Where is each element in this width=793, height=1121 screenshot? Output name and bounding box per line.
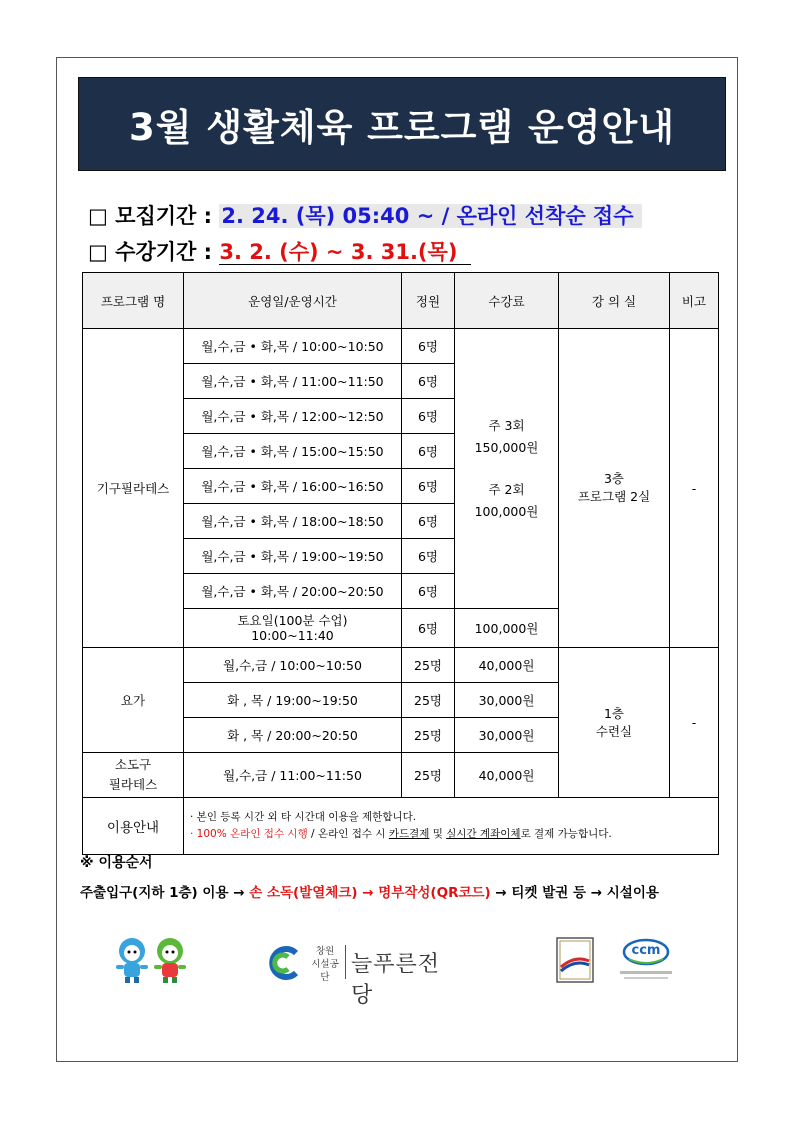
- capacity-cell: 6명: [402, 574, 455, 609]
- header-room: 강 의 실: [559, 273, 670, 329]
- header-capacity: 정원: [402, 273, 455, 329]
- capacity-cell: 25명: [402, 683, 455, 718]
- course-label: □ 수강기간 :: [88, 240, 220, 264]
- capacity-cell: 25명: [402, 718, 455, 753]
- order-steps: [80, 881, 659, 901]
- usage-text-c: 로 결제 가능합니다.: [520, 828, 612, 840]
- org-small-1: 창원: [315, 946, 335, 957]
- time-cell: 월,수,금 / 11:00~11:50: [184, 753, 402, 798]
- time-cell: 월,수,금 • 화,목 / 18:00~18:50: [184, 504, 402, 539]
- program-name-line1: 소도구: [114, 757, 152, 772]
- fee-cell: [455, 329, 559, 609]
- saturday-time: 10:00~11:40: [251, 628, 334, 643]
- time-cell: 월,수,금 • 화,목 / 19:00~19:50: [184, 539, 402, 574]
- fee-b-label: 주 2회: [488, 481, 525, 497]
- usage-line1: · 본인 등록 시간 외 타 시간대 이용을 제한합니다.: [190, 811, 417, 823]
- recruit-period: [88, 200, 642, 230]
- capacity-cell: 25명: [402, 648, 455, 683]
- schedule-table: [82, 272, 719, 855]
- capacity-cell: 6명: [402, 504, 455, 539]
- capacity-cell: 6명: [402, 399, 455, 434]
- time-cell: 월,수,금 • 화,목 / 20:00~20:50: [184, 574, 402, 609]
- note-cell: -: [670, 648, 719, 798]
- org-logo: [266, 941, 446, 1008]
- time-cell: 월,수,금 • 화,목 / 10:00~10:50: [184, 329, 402, 364]
- header-fee: 수강료: [455, 273, 559, 329]
- time-cell: 화 , 목 / 19:00~19:50: [184, 683, 402, 718]
- usage-line2: [190, 826, 718, 843]
- time-cell: 월,수,금 • 화,목 / 15:00~15:50: [184, 434, 402, 469]
- fee-cell: 40,000원: [455, 753, 559, 798]
- fee-cell: 30,000원: [455, 683, 559, 718]
- order-step-checks: 손 소독(발열체크) → 명부작성(QR코드): [249, 885, 491, 901]
- program-name: [83, 753, 184, 798]
- fee-cell: 40,000원: [455, 648, 559, 683]
- usage-text-b: 및: [429, 828, 447, 840]
- mascot-logo: [110, 935, 194, 985]
- time-cell: 월,수,금 / 10:00~10:50: [184, 648, 402, 683]
- time-cell: 화 , 목 / 20:00~20:50: [184, 718, 402, 753]
- capacity-cell: 6명: [402, 329, 455, 364]
- header-note: 비고: [670, 273, 719, 329]
- usage-notice: [184, 798, 719, 855]
- table-header-row: [83, 273, 719, 329]
- program-name: 기구필라테스: [83, 329, 184, 648]
- usage-card: 카드결제: [388, 828, 430, 840]
- org-name: 늘푸른전당: [351, 952, 441, 1008]
- fee-cell: 100,000원: [455, 609, 559, 648]
- usage-label: 이용안내: [83, 798, 184, 855]
- saturday-label: 토요일(100분 수업): [237, 613, 348, 628]
- certificate-icon: [556, 937, 594, 983]
- page-title: 3월 생활체육 프로그램 운영안내: [79, 78, 725, 170]
- order-step-rest: → 티켓 발권 등 → 시설이용: [490, 885, 659, 901]
- room-cell: [559, 329, 670, 648]
- order-step-entrance: 주출입구(지하 1층) 이용 →: [80, 885, 250, 901]
- usage-text-a: / 온라인 접수 시: [307, 828, 389, 840]
- fee-b-price: 100,000원: [474, 503, 539, 519]
- usage-online-only: · 100% 온라인 접수 시행: [190, 828, 308, 840]
- table-row: [83, 798, 719, 855]
- capacity-cell: 6명: [402, 364, 455, 399]
- ccm-logo: [616, 937, 676, 983]
- time-cell: 월,수,금 • 화,목 / 16:00~16:50: [184, 469, 402, 504]
- room-floor: 3층: [603, 471, 625, 486]
- room-name: 프로그램 2실: [577, 489, 651, 504]
- time-cell: 월,수,금 • 화,목 / 12:00~12:50: [184, 399, 402, 434]
- program-name: 요가: [83, 648, 184, 753]
- fee-cell: 30,000원: [455, 718, 559, 753]
- capacity-cell: 25명: [402, 753, 455, 798]
- recruit-value: 2. 24. (목) 05:40 ~ / 온라인 선착순 접수: [219, 204, 641, 228]
- fee-a-price: 150,000원: [474, 439, 539, 455]
- table-row: [83, 329, 719, 364]
- order-title: ※ 이용순서: [80, 855, 153, 871]
- saturday-time-cell: [184, 609, 402, 648]
- ccm-text: ccm: [631, 943, 661, 958]
- org-small-2: 시설공단: [311, 959, 339, 983]
- capacity-cell: 6명: [402, 609, 455, 648]
- usage-bank: 실시간 계좌이체: [446, 828, 521, 840]
- course-value: 3. 2. (수) ~ 3. 31.(목): [219, 240, 471, 265]
- org-emblem-icon: [266, 945, 302, 981]
- header-time: 운영일/운영시간: [184, 273, 402, 329]
- course-period: [88, 236, 471, 266]
- capacity-cell: 6명: [402, 434, 455, 469]
- room-name: 수련실: [595, 723, 633, 739]
- room-floor: 1층: [603, 705, 625, 721]
- note-cell: -: [670, 329, 719, 648]
- time-cell: 월,수,금 • 화,목 / 11:00~11:50: [184, 364, 402, 399]
- fee-a-label: 주 3회: [488, 417, 525, 433]
- capacity-cell: 6명: [402, 539, 455, 574]
- capacity-cell: 6명: [402, 469, 455, 504]
- table-row: [83, 648, 719, 683]
- room-cell: [559, 648, 670, 798]
- recruit-label: □ 모집기간 :: [88, 204, 220, 228]
- header-program: 프로그램 명: [83, 273, 184, 329]
- program-name-line2: 필라테스: [108, 777, 158, 792]
